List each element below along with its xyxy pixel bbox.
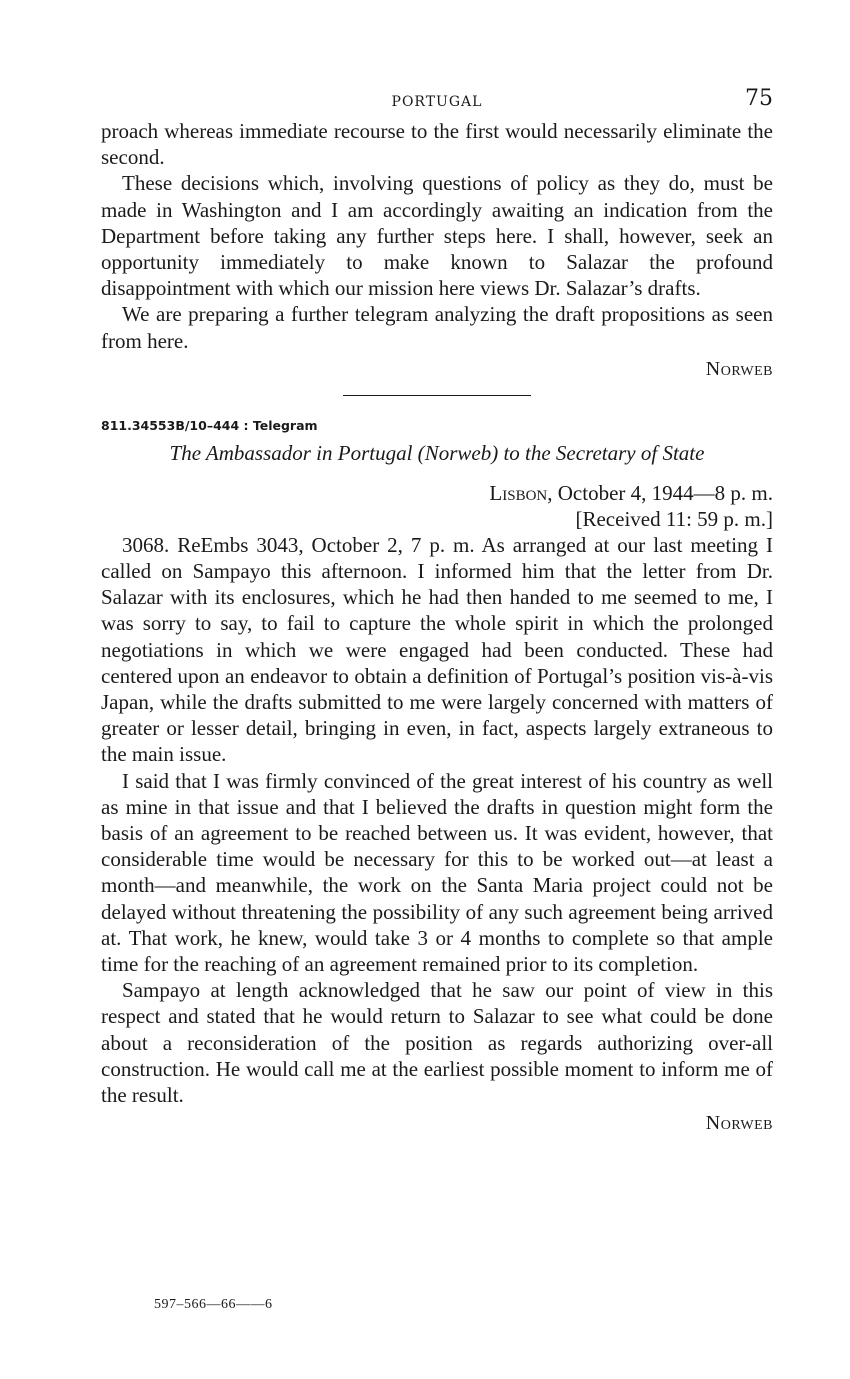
heading-suffix: ) to the Secretary of State — [491, 440, 705, 465]
document-page — [101, 86, 773, 1135]
dateline-place: Lisbon, — [489, 480, 553, 505]
print-code: 597–566—66——6 — [154, 1297, 273, 1312]
file-reference: 811.34553B/10–444 : Telegram — [101, 417, 318, 433]
signature: Norweb — [705, 1112, 773, 1135]
page-number: 75 — [745, 86, 773, 111]
paragraph: I said that I was firmly convinced of the great interest of his country as well as mine in that issue and that I believed the drafts in question might form the basis of an agreement to be reached between us. It was evident, however, that considerable time would be necessary for this to be worked out—at least a month—and meanwhile, the work on the Santa Maria project could not be delayed without threatening the possibility of any such agreement being arrived at. That work, he knew, would take 3 or 4 months to complete so that ample time for the reaching of an agreement remained prior to its completion. — [101, 768, 773, 977]
running-title: PORTUGAL — [391, 94, 483, 110]
first-document-body — [101, 118, 773, 354]
second-document-body — [101, 532, 773, 1108]
running-head — [101, 86, 773, 118]
heading-name: Norweb — [424, 440, 492, 465]
dateline-sent — [101, 480, 773, 506]
received-time: [Received 11: 59 p. m.] — [575, 506, 773, 531]
dateline-time: October 4, 1944—8 p. m. — [552, 480, 773, 505]
paragraph: 3068. ReEmbs 3043, October 2, 7 p. m. As arranged at our last meeting I called on Sampayo this afternoon. I informed him that the letter from Dr. Salazar with its enclosures, which he had then handed to me seemed to me, I was sorry to say, to fail to capture the whole spirit in which the prolonged negotiations in which we were engaged had been conducted. These had centered upon an endeavor to obtain a definition of Portugal’s position vis-à-vis Japan, while the drafts submitted to me were largely concerned with matters of greater or lesser detail, bringing in even, in fact, aspects largely extraneous to the main issue. — [101, 532, 773, 767]
paragraph: Sampayo at length acknowledged that he saw our point of view in this respect and stated that he would return to Salazar to see what could be done about a reconsideration of the position as regards authorizing over-all construction. He would call me at the earliest possible moment to inform me of the result. — [101, 978, 773, 1108]
heading-prefix: The Ambassador in Portugal ( — [169, 440, 425, 465]
dateline — [101, 480, 773, 532]
paragraph: These decisions which, involving questions of policy as they do, must be made in Washington and I am accordingly awaiting an indication from the Department before taking any further steps here. I shall, however, seek an opportunity immediately to make known to Salazar the profound disappointment with which our mission here views Dr. Salazar’s drafts. — [101, 171, 773, 301]
signature: Norweb — [705, 357, 773, 380]
paragraph: We are preparing a further telegram analyzing the draft propositions as seen from here. — [101, 302, 773, 353]
section-divider — [343, 395, 531, 396]
paragraph: proach whereas immediate recourse to the first would necessarily eliminate the second. — [101, 119, 773, 170]
document-heading — [101, 441, 773, 466]
